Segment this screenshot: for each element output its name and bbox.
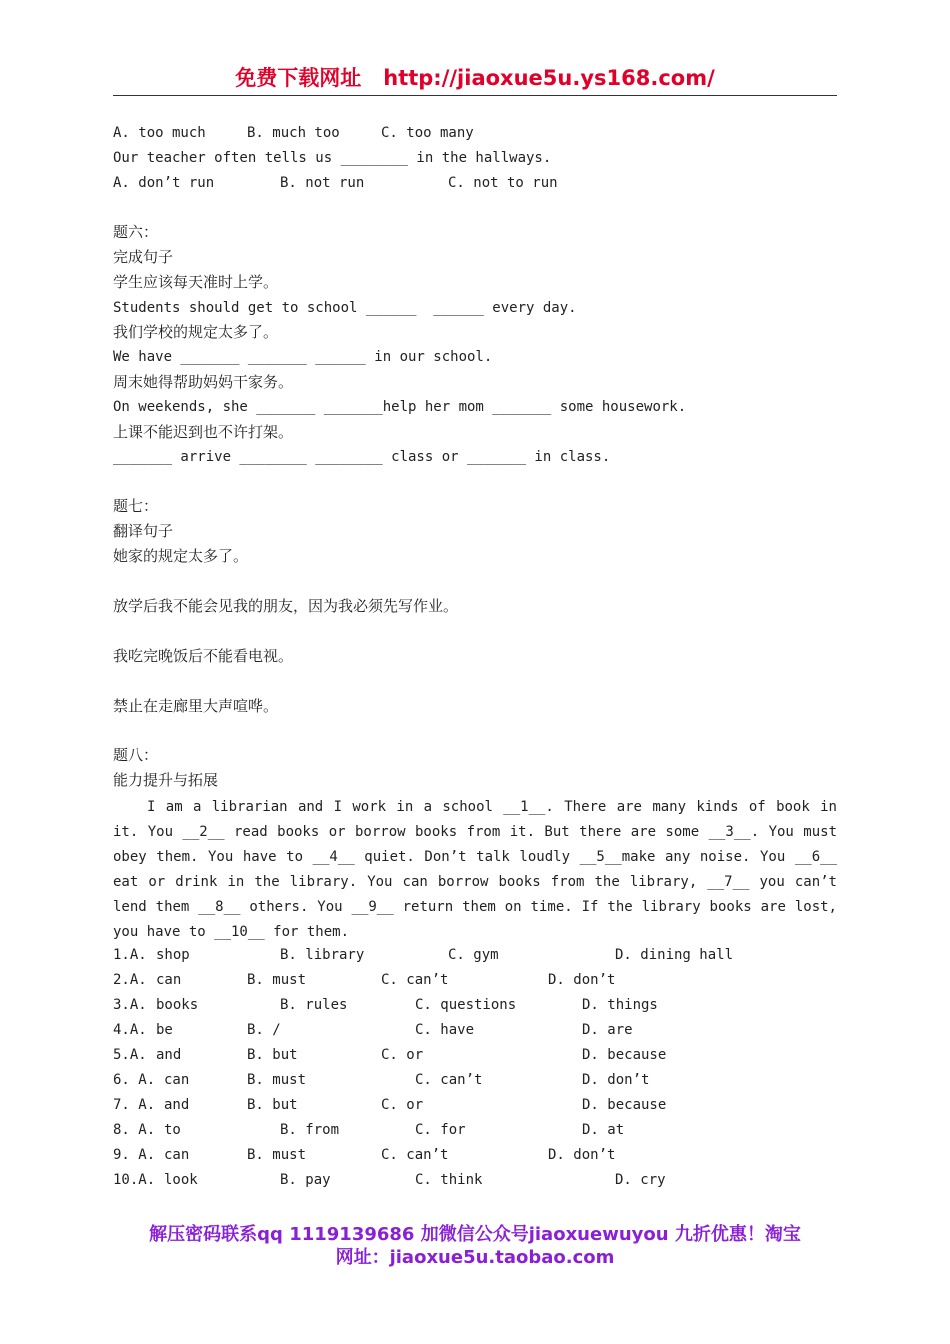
translate-item: 我吃完晚饭后不能看电视。 bbox=[113, 647, 294, 665]
option-c: C. or bbox=[381, 1047, 424, 1063]
option-a: be bbox=[156, 1022, 173, 1038]
option-b: B. much too bbox=[247, 125, 340, 141]
sentence-blank: On weekends, she _______ _______help her mom _______ some housework. bbox=[113, 399, 687, 415]
page-header bbox=[0, 62, 950, 92]
option-c: C. or bbox=[381, 1097, 424, 1113]
option-c: C. think bbox=[415, 1172, 483, 1188]
option-a: shop bbox=[156, 947, 190, 963]
option-d: D. cry bbox=[615, 1172, 666, 1188]
option-number: 4.A. bbox=[113, 1022, 147, 1038]
option-b: B. / bbox=[247, 1022, 281, 1038]
header-url-link[interactable]: http://jiaoxue5u.ys168.com/ bbox=[383, 66, 715, 90]
option-b: B. must bbox=[247, 972, 307, 988]
option-d: D. are bbox=[582, 1022, 633, 1038]
sentence-blank: We have _______ _______ ______ in our school. bbox=[113, 349, 493, 365]
footer-line-2: 网址：jiaoxue5u.taobao.com bbox=[335, 1247, 615, 1268]
header-divider bbox=[113, 95, 837, 96]
section-6-title: 题六： bbox=[113, 223, 159, 241]
option-d: D. don’t bbox=[582, 1072, 650, 1088]
option-number: 10.A. bbox=[113, 1172, 156, 1188]
option-c: C. gym bbox=[448, 947, 499, 963]
option-a: books bbox=[156, 997, 199, 1013]
option-c: C. can’t bbox=[415, 1072, 483, 1088]
sentence-cn: 上课不能迟到也不许打架。 bbox=[113, 423, 294, 441]
option-a: A. too much bbox=[113, 125, 206, 141]
option-c: C. have bbox=[415, 1022, 475, 1038]
option-d: D. because bbox=[582, 1047, 667, 1063]
option-number: 2.A. bbox=[113, 972, 147, 988]
option-number: 8. A. bbox=[113, 1122, 156, 1138]
option-b: B. but bbox=[247, 1047, 298, 1063]
sentence-cn: 周末她得帮助妈妈干家务。 bbox=[113, 373, 294, 391]
option-c: C. can’t bbox=[381, 1147, 449, 1163]
option-b: B. pay bbox=[280, 1172, 331, 1188]
option-number: 3.A. bbox=[113, 997, 147, 1013]
translate-item: 她家的规定太多了。 bbox=[113, 547, 249, 565]
footer-line-1: 解压密码联系qq 1119139686 加微信公众号jiaoxuewuyou 九折优惠！淘宝 bbox=[149, 1224, 801, 1245]
option-a: look bbox=[164, 1172, 198, 1188]
sentence-cn: 学生应该每天准时上学。 bbox=[113, 273, 279, 291]
option-a: A. don’t run bbox=[113, 175, 215, 191]
section-8-title: 题八： bbox=[113, 746, 159, 764]
translate-item: 放学后我不能会见我的朋友，因为我必须先写作业。 bbox=[113, 597, 459, 615]
option-a: can bbox=[164, 1147, 190, 1163]
section-7-subtitle: 翻译句子 bbox=[113, 522, 174, 540]
translate-item: 禁止在走廊里大声喧哗。 bbox=[113, 697, 279, 715]
option-number: 5.A. bbox=[113, 1047, 147, 1063]
option-d: D. don’t bbox=[548, 1147, 616, 1163]
option-a: and bbox=[164, 1097, 190, 1113]
option-d: D. because bbox=[582, 1097, 667, 1113]
option-d: D. at bbox=[582, 1122, 625, 1138]
option-c: C. too many bbox=[381, 125, 474, 141]
option-b: B. rules bbox=[280, 997, 348, 1013]
option-b: B. not run bbox=[280, 175, 365, 191]
option-c: C. questions bbox=[415, 997, 517, 1013]
section-6-subtitle: 完成句子 bbox=[113, 248, 174, 266]
section-7-title: 题七： bbox=[113, 497, 159, 515]
option-d: D. dining hall bbox=[615, 947, 734, 963]
sentence-cn: 我们学校的规定太多了。 bbox=[113, 323, 279, 341]
option-c: C. for bbox=[415, 1122, 466, 1138]
option-a: can bbox=[164, 1072, 190, 1088]
question-text: Our teacher often tells us ________ in the hallways. bbox=[113, 150, 552, 166]
option-b: B. must bbox=[247, 1072, 307, 1088]
option-b: B. from bbox=[280, 1122, 340, 1138]
option-c: C. can’t bbox=[381, 972, 449, 988]
cloze-passage: I am a librarian and I work in a school __1__. There are many kinds of book in it. You __2__ read books or borrow books from it. But there are some __3__. You must obey them. You have to __4__ quiet. Don’t talk loudly __5__make any noise. You __6__ eat or drink in the library. You can borrow books from the library, __7__ you can’t lend them __8__ others. You __9__ return them on time. If the library books are lost, you have to __10__ for them. bbox=[113, 799, 837, 940]
option-d: D. don’t bbox=[548, 972, 616, 988]
option-number: 1.A. bbox=[113, 947, 147, 963]
option-number: 6. A. bbox=[113, 1072, 156, 1088]
option-b: B. but bbox=[247, 1097, 298, 1113]
section-8-subtitle: 能力提升与拓展 bbox=[113, 771, 219, 789]
option-a: and bbox=[156, 1047, 182, 1063]
option-a: to bbox=[164, 1122, 181, 1138]
sentence-blank: _______ arrive ________ ________ class or _______ in class. bbox=[113, 449, 611, 465]
header-label: 免费下载网址 bbox=[235, 66, 362, 90]
option-c: C. not to run bbox=[448, 175, 558, 191]
option-number: 9. A. bbox=[113, 1147, 156, 1163]
option-d: D. things bbox=[582, 997, 658, 1013]
option-b: B. library bbox=[280, 947, 365, 963]
option-number: 7. A. bbox=[113, 1097, 156, 1113]
option-a: can bbox=[156, 972, 182, 988]
option-b: B. must bbox=[247, 1147, 307, 1163]
sentence-blank: Students should get to school ______ ______ every day. bbox=[113, 300, 577, 316]
